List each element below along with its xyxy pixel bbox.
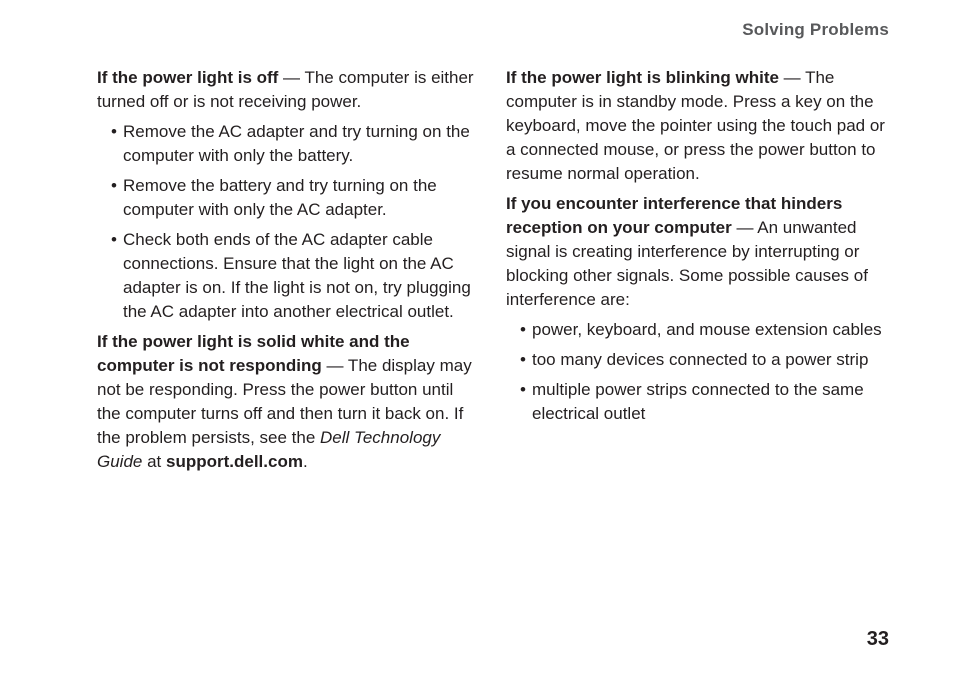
solid-white-text: — The display may not be responding. Press the power button until the computer turns off and then turn it back on. If the problem persists, see the (97, 356, 472, 447)
power-off-heading: If the power light is off (97, 68, 279, 87)
power-off-paragraph (97, 66, 477, 114)
blinking-white-text: — The computer is in standby mode. Press a key on the keyboard, move the pointer using the touch pad or a connected mouse, or press the power button to resume normal operation. (506, 68, 885, 183)
list-item: • too many devices connected to a power strip (506, 348, 891, 372)
list-item: • Check both ends of the AC adapter cable connections. Ensure that the light on the AC adapter is on. If the light is not on, try plugging the AC adapter into another electrical outlet. (97, 228, 477, 324)
list-item: • power, keyboard, and mouse extension cables (506, 318, 891, 342)
interference-bullet-list (506, 318, 891, 426)
list-item: • Remove the AC adapter and try turning on the computer with only the battery. (97, 120, 477, 168)
period-text: . (302, 452, 308, 471)
power-off-bullet-list (97, 120, 477, 324)
list-item: • multiple power strips connected to the same electrical outlet (506, 378, 891, 426)
right-column (506, 66, 891, 432)
blinking-white-heading: If the power light is blinking white (506, 68, 779, 87)
solid-white-heading: If the power light is solid white and the computer is not responding (97, 332, 410, 375)
support-link[interactable]: support.dell.com (166, 452, 303, 471)
power-off-text: — The computer is either turned off or is not receiving power. (97, 68, 474, 111)
interference-paragraph (506, 192, 891, 312)
section-title: Solving Problems (742, 20, 889, 39)
interference-text: — An unwanted signal is creating interference by interrupting or blocking other signals. Some possible causes of interference are: (506, 218, 868, 309)
blinking-white-paragraph (506, 66, 891, 186)
solid-white-paragraph (97, 330, 477, 474)
at-text: at (142, 452, 166, 471)
list-item: • Remove the battery and try turning on the computer with only the AC adapter. (97, 174, 477, 222)
page-number: 33 (866, 628, 889, 650)
guide-title: Dell Technology Guide (97, 428, 441, 471)
interference-heading: If you encounter interference that hinders reception on your computer (506, 194, 843, 237)
left-column (97, 66, 477, 480)
